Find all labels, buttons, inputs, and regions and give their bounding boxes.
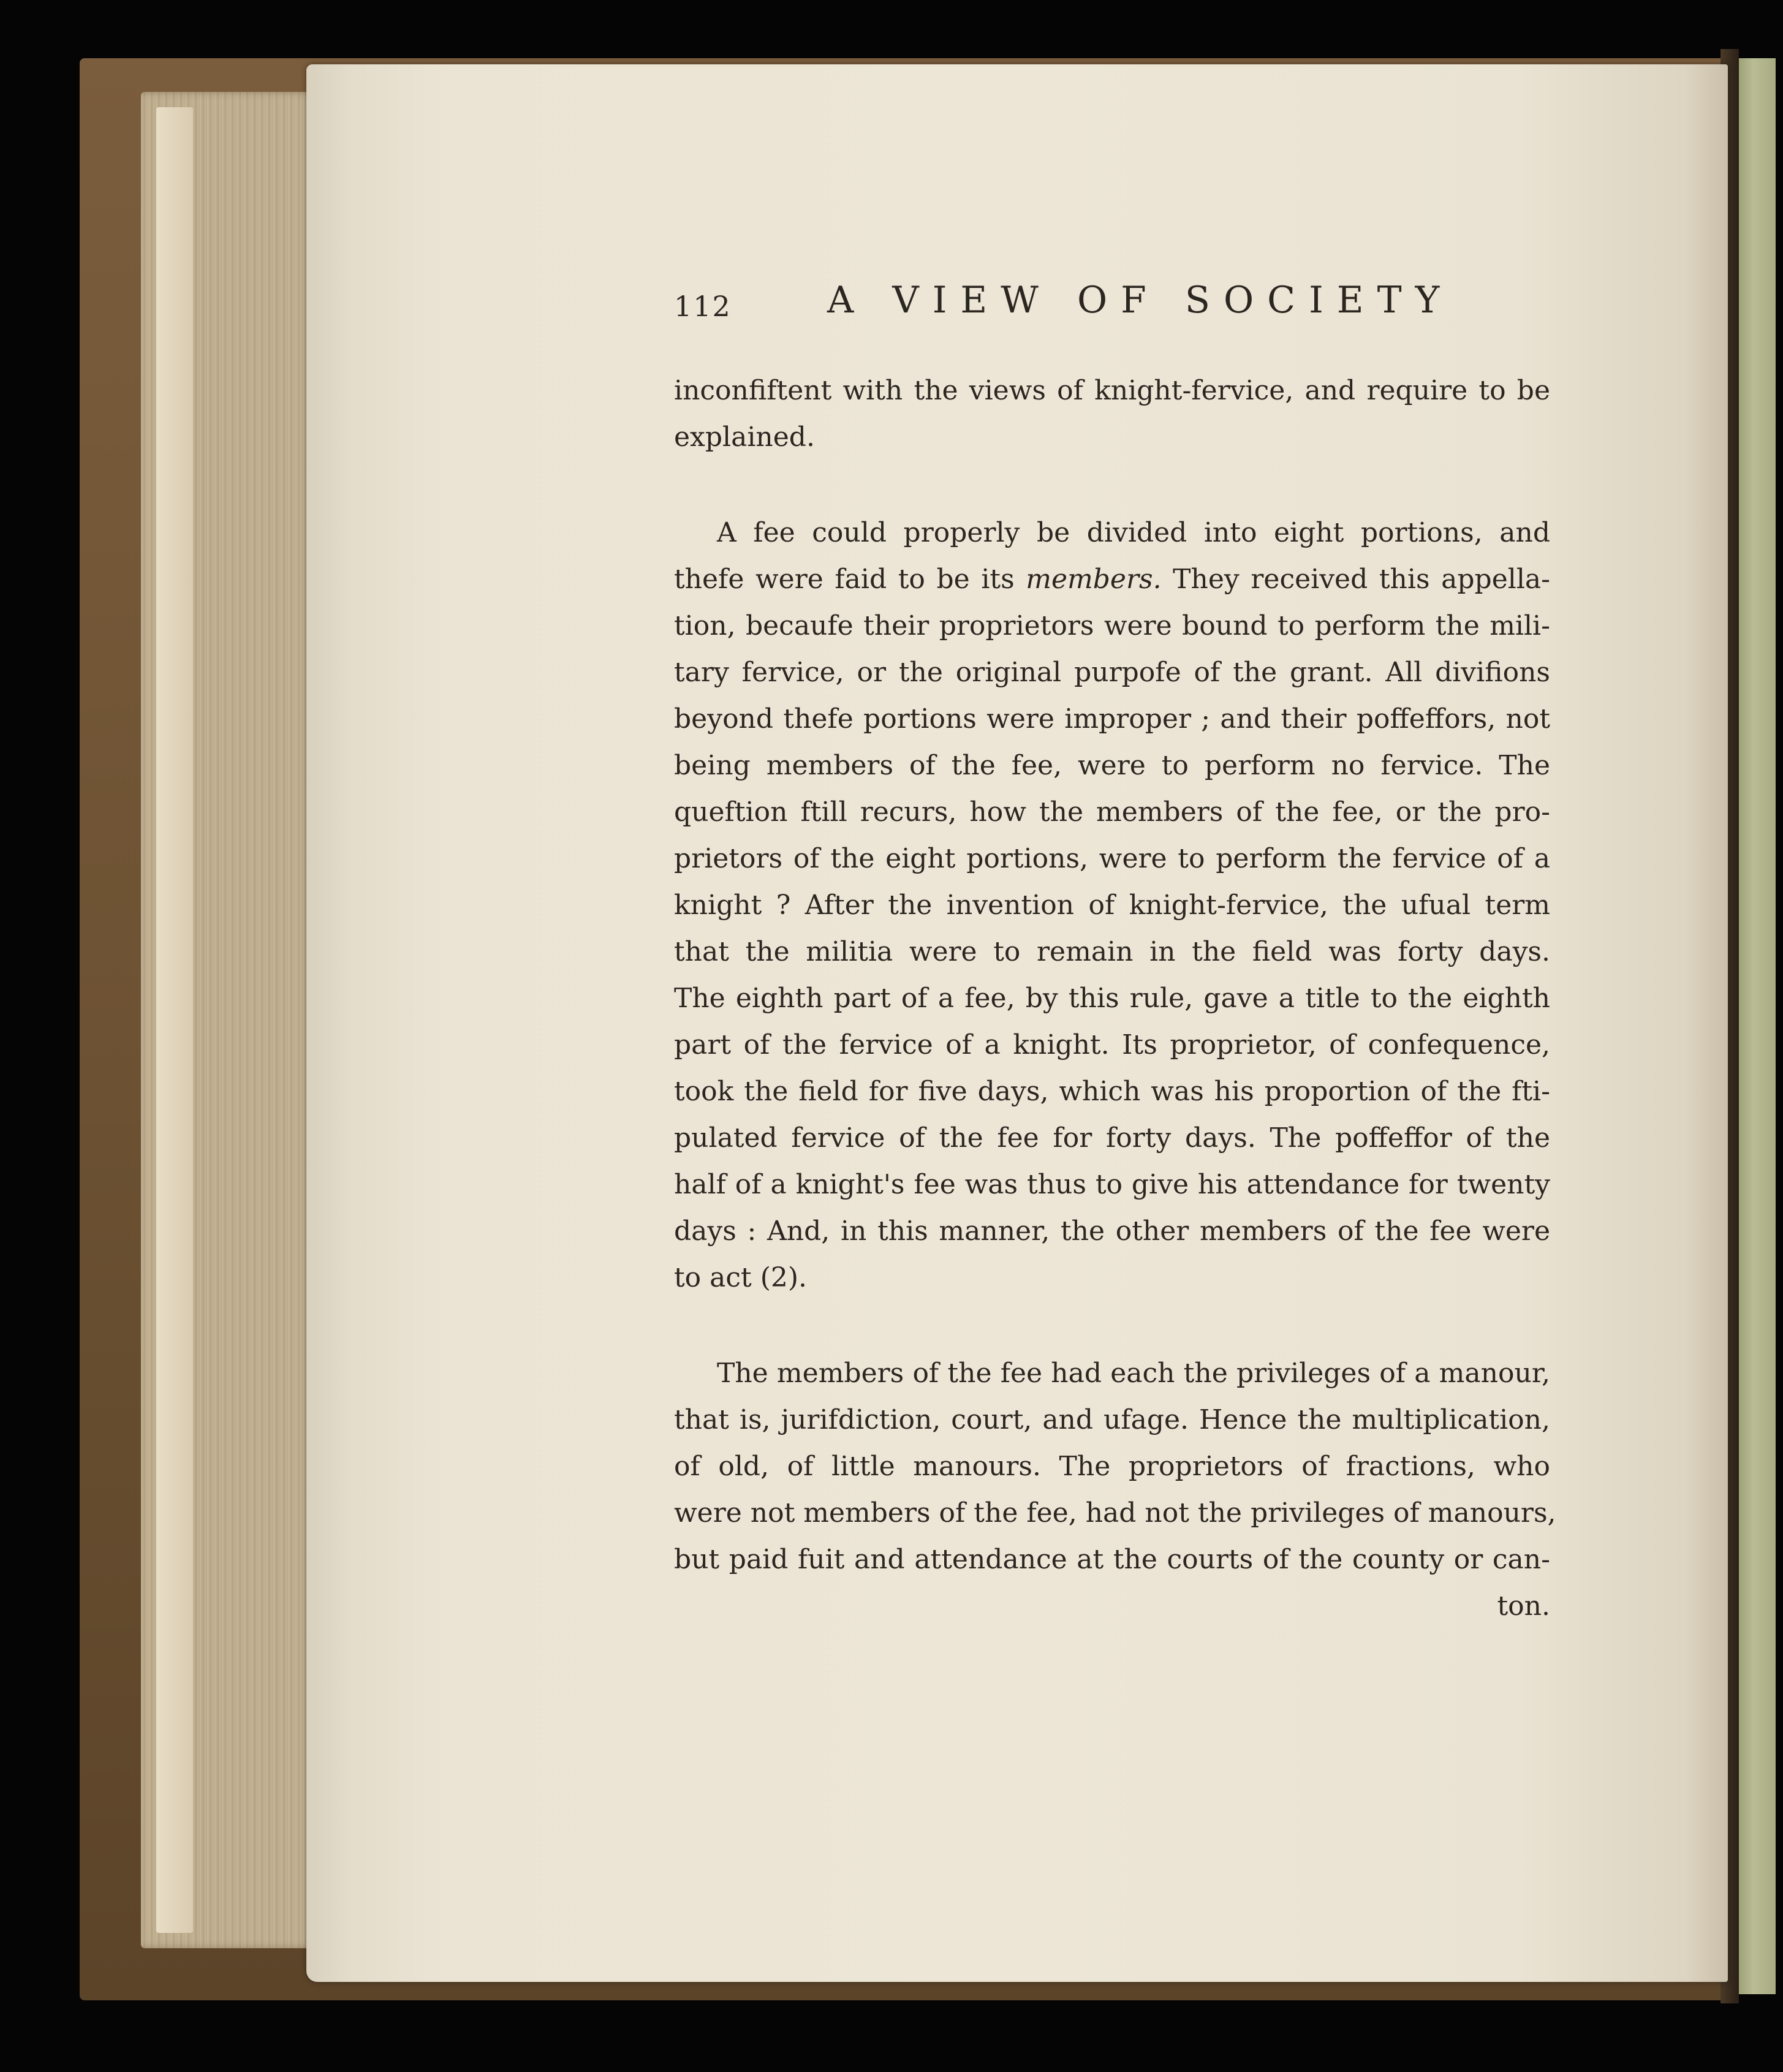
text-line: pulated fervice of the fee for forty days. The poffeffor of the xyxy=(674,1122,1550,1154)
text-line: part of the fervice of a knight. Its proprietor, of confequence, xyxy=(674,1029,1550,1061)
text-line: days : And, in this manner, the other members of the fee were xyxy=(674,1216,1550,1247)
text-line: knight ? After the invention of knight-fervice, the ufual term xyxy=(674,890,1550,921)
page-number: 112 xyxy=(674,290,732,323)
page-header xyxy=(674,279,1453,328)
text-line: but paid fuit and attendance at the courts of the county or can- xyxy=(674,1544,1550,1575)
text-line: A fee could properly be divided into eight portions, and xyxy=(717,517,1550,548)
text-line: explained. xyxy=(674,422,815,453)
text-line: being members of the fee, were to perform no fervice. The xyxy=(674,750,1550,781)
text-line: queftion ftill recurs, how the members of the fee, or the pro- xyxy=(674,796,1550,828)
text-line: tary fervice, or the original purpofe of the grant. All divifions xyxy=(674,657,1550,688)
text-line: that the militia were to remain in the field was forty days. xyxy=(674,936,1550,967)
text-line: to act (2). xyxy=(674,1262,808,1293)
running-head: A VIEW OF SOCIETY xyxy=(827,279,1453,322)
text-line: that is, jurifdiction, court, and ufage. Hence the multiplication, xyxy=(674,1404,1550,1435)
text-line: beyond thefe portions were improper ; and their poffeffors, not xyxy=(674,703,1550,735)
catchword: ton. xyxy=(1497,1590,1550,1622)
text-line: took the field for five days, which was his proportion of the fti- xyxy=(674,1076,1550,1107)
body-text xyxy=(674,368,1556,1630)
text-line: tion, becaufe their proprietors were bound to perform the mili- xyxy=(674,610,1550,641)
text-line: The members of the fee had each the privileges of a manour, xyxy=(717,1358,1550,1389)
text-line: inconfiftent with the views of knight-fervice, and require to be xyxy=(674,375,1550,406)
text-line: of old, of little manours. The proprietors of fractions, who xyxy=(674,1451,1550,1482)
text-line: half of a knight's fee was thus to give his attendance for twenty xyxy=(674,1169,1550,1200)
text-line: were not members of the fee, had not the privileges of manours, xyxy=(674,1497,1556,1529)
text-line: prietors of the eight portions, were to perform the fervice of a xyxy=(674,843,1550,874)
text-line: The eighth part of a fee, by this rule, gave a title to the eighth xyxy=(674,983,1550,1014)
facing-page-edge xyxy=(1739,58,1776,1994)
text-line: thefe were faid to be its members. They received this appella- xyxy=(674,564,1551,595)
page-edges-highlight xyxy=(156,107,193,1933)
